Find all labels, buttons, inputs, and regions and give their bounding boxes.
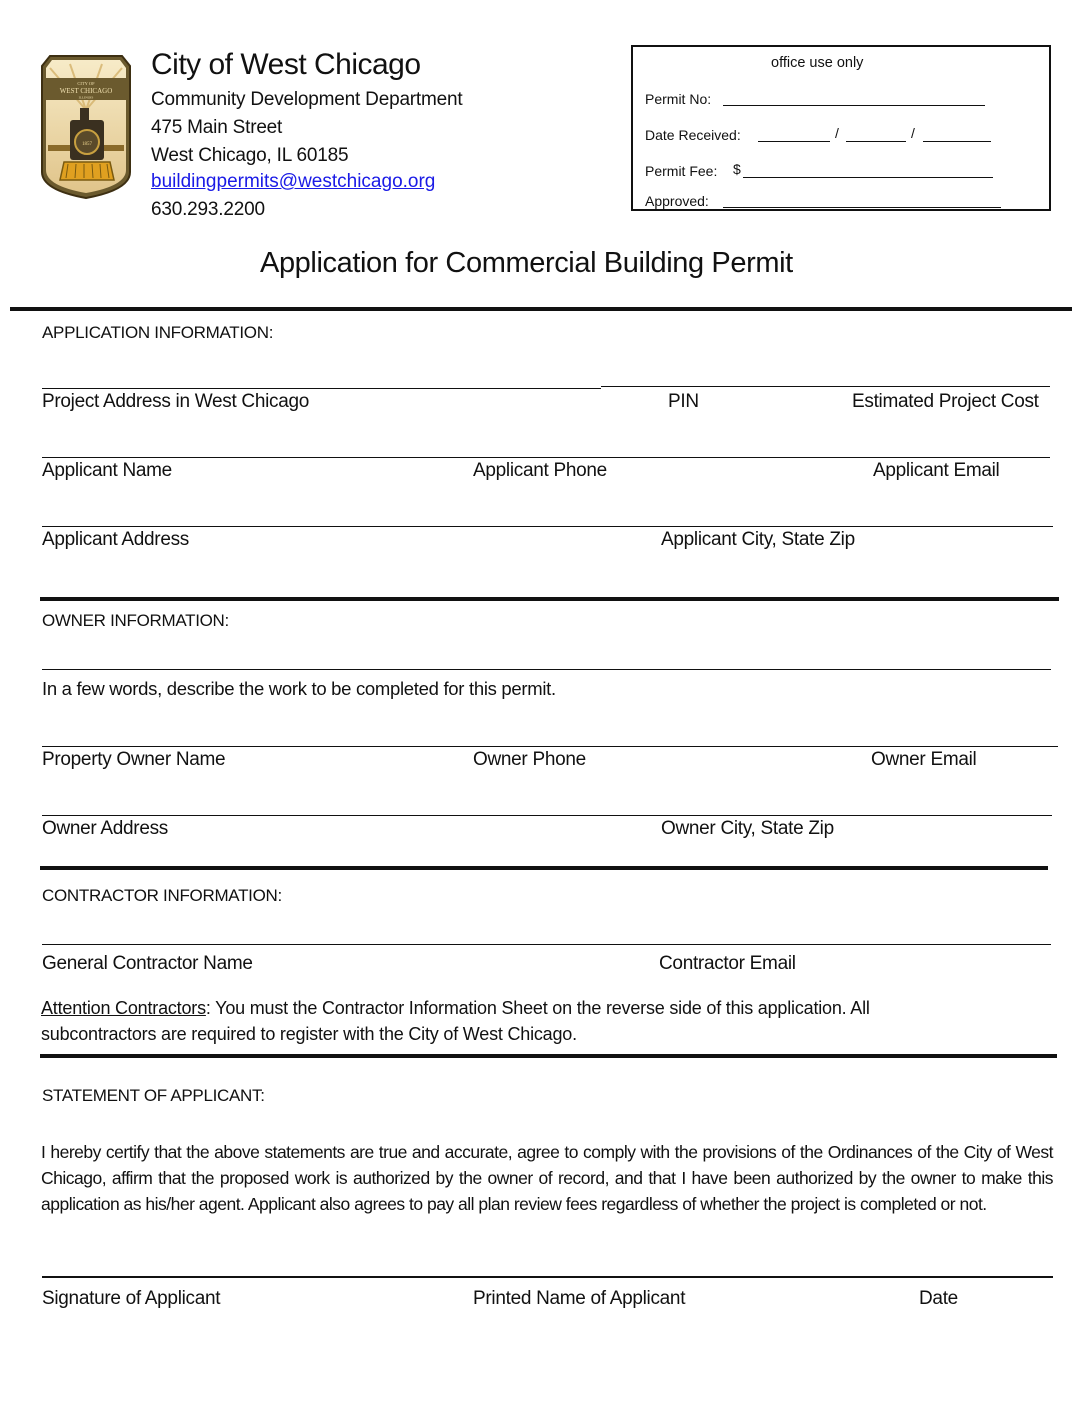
office-use-box: [631, 45, 1051, 211]
applicant-city-label: Applicant City, State Zip: [661, 529, 855, 550]
svg-text:WEST CHICAGO: WEST CHICAGO: [59, 87, 113, 95]
date-year-line: [923, 141, 991, 142]
application-info-heading: APPLICATION INFORMATION:: [42, 323, 274, 342]
date-day-line: [846, 141, 906, 142]
pin-cost-line: [601, 386, 1050, 387]
permit-no-line: [723, 105, 985, 106]
signature-line: [42, 1276, 1053, 1278]
city-state-zip: West Chicago, IL 60185: [151, 145, 349, 166]
owner-phone-label: Owner Phone: [473, 749, 586, 770]
owner-address-line: [42, 815, 1052, 816]
contractor-email-label: Contractor Email: [659, 953, 796, 974]
contractor-info-heading: CONTRACTOR INFORMATION:: [42, 886, 282, 905]
city-name: City of West Chicago: [151, 48, 421, 81]
office-use-title: office use only: [771, 55, 864, 71]
statement-heading: STATEMENT OF APPLICANT:: [42, 1086, 265, 1105]
owner-name-line: [42, 746, 1058, 747]
applicant-name-line: [42, 457, 1050, 458]
contractor-line: [42, 944, 1051, 945]
date-label: Date: [919, 1288, 958, 1309]
phone-number: 630.293.2200: [151, 199, 265, 220]
owner-email-label: Owner Email: [871, 749, 977, 770]
date-slash-2: /: [911, 125, 915, 141]
owner-address-label: Owner Address: [42, 818, 168, 839]
pin-label: PIN: [668, 391, 699, 412]
describe-line: [42, 669, 1051, 670]
owner-section-rule: [40, 597, 1059, 601]
applicant-email-label: Applicant Email: [873, 460, 1000, 481]
department-name: Community Development Department: [151, 89, 463, 110]
applicant-address-label: Applicant Address: [42, 529, 189, 550]
street-address: 475 Main Street: [151, 117, 283, 138]
date-slash-1: /: [835, 125, 839, 141]
attention-paragraph-line1: [41, 995, 870, 1021]
approved-label: Approved:: [645, 193, 709, 209]
approved-line: [723, 207, 1001, 208]
email-link[interactable]: buildingpermits@westchicago.org: [151, 171, 436, 192]
document-title: Application for Commercial Building Permit: [260, 247, 793, 279]
attention-text-1: : You must the Contractor Information Sheet on the reverse side of this application. All: [205, 998, 870, 1018]
printed-name-label: Printed Name of Applicant: [473, 1288, 686, 1309]
dollar-sign: $: [733, 161, 741, 177]
estimated-cost-label: Estimated Project Cost: [852, 391, 1039, 412]
svg-text:CITY OF: CITY OF: [77, 81, 95, 86]
applicant-name-label: Applicant Name: [42, 460, 172, 481]
owner-info-heading: OWNER INFORMATION:: [42, 611, 229, 630]
owner-name-label: Property Owner Name: [42, 749, 226, 770]
contractor-section-rule: [40, 866, 1048, 870]
signature-label: Signature of Applicant: [42, 1288, 221, 1309]
title-rule: [10, 307, 1072, 311]
owner-city-label: Owner City, State Zip: [661, 818, 834, 839]
permit-no-label: Permit No:: [645, 91, 712, 107]
attention-text-2: subcontractors are required to register with the City of West Chicago.: [41, 1024, 577, 1044]
permit-fee-label: Permit Fee:: [645, 163, 718, 179]
city-seal-logo: [40, 50, 132, 200]
permit-fee-line: [743, 177, 993, 178]
applicant-address-line: [42, 526, 1053, 527]
applicant-phone-label: Applicant Phone: [473, 460, 607, 481]
project-address-label: Project Address in West Chicago: [42, 391, 310, 412]
statement-text: I hereby certify that the above statements are true and accurate, agree to comply with the provisions of the Ordinances of the City of West Chicago, affirm that the proposed work is authorized by the owner of record, and that I have been authorized by the owner to make this application as his/her agent. Applicant also agrees to pay all plan review fees regardless of whether the project is completed or not.: [41, 1142, 1053, 1214]
svg-text:1857: 1857: [82, 142, 92, 147]
project-address-line: [42, 388, 601, 389]
date-month-line: [758, 141, 830, 142]
gc-name-label: General Contractor Name: [42, 953, 253, 974]
statement-section-rule: [40, 1054, 1057, 1058]
date-received-label: Date Received:: [645, 127, 741, 143]
svg-text:ILLINOIS: ILLINOIS: [78, 95, 94, 100]
attention-label: Attention Contractors: [41, 998, 206, 1018]
describe-work-label: In a few words, describe the work to be completed for this permit.: [42, 678, 556, 699]
